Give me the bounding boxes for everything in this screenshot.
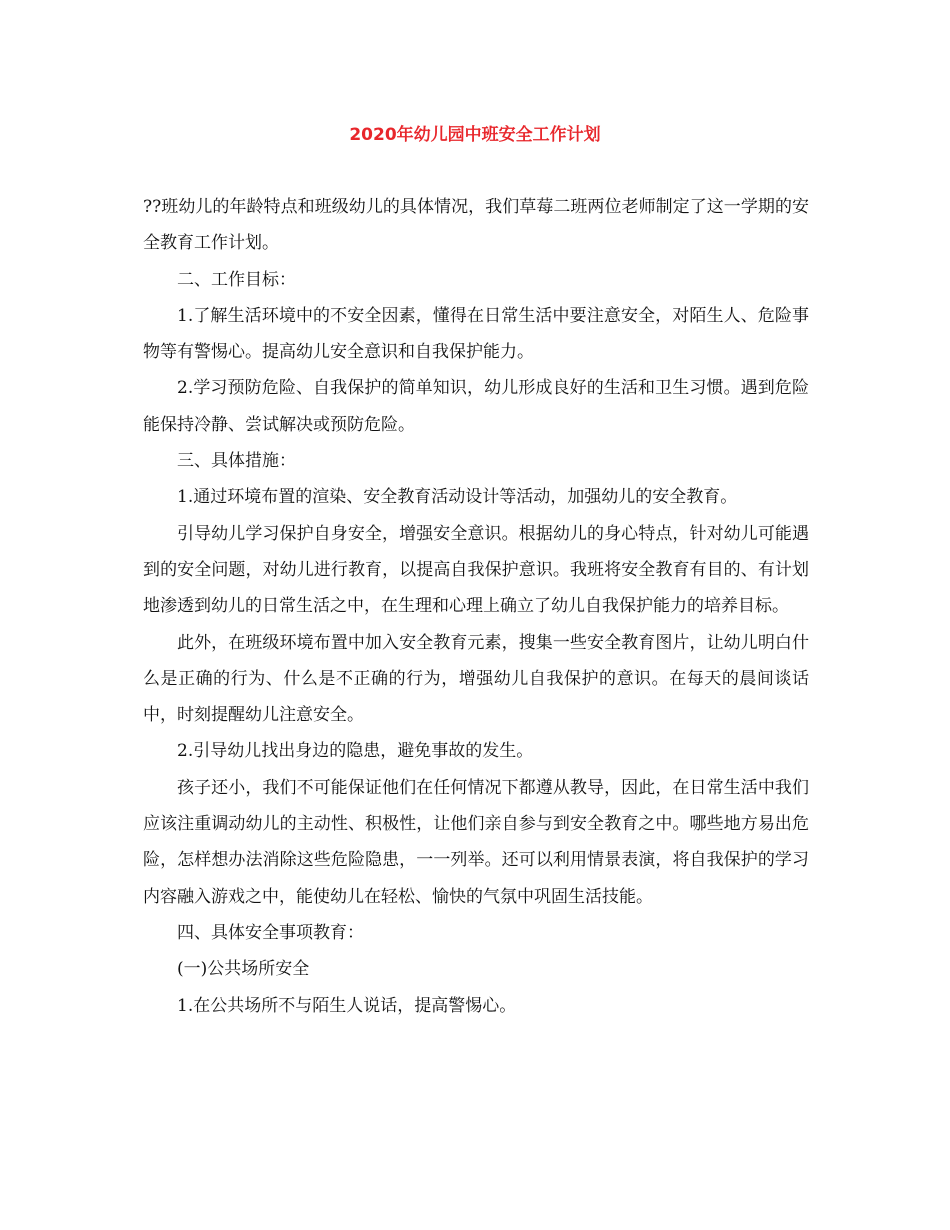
document-title: 2020年幼儿园中班安全工作计划 bbox=[349, 125, 601, 145]
section-heading-goals: 二、工作目标： bbox=[177, 269, 296, 290]
document-body bbox=[143, 189, 809, 1024]
subsection-heading-public-places: (一)公共场所安全 bbox=[177, 959, 310, 980]
paragraph-goal-1: 1.了解生活环境中的不安全因素，懂得在日常生活中要注意安全，对陌生人、危险事物等有警惕心。提高幼儿安全意识和自我保护能力。 bbox=[143, 305, 809, 363]
section-heading-safety-items: 四、具体安全事项教育： bbox=[177, 922, 364, 943]
paragraph-measure-2: 2.引导幼儿找出身边的隐患，避免事故的发生。 bbox=[177, 741, 534, 762]
paragraph-intro: ??班幼儿的年龄特点和班级幼儿的具体情况，我们草莓二班两位老师制定了这一学期的安全教育工作计划。 bbox=[143, 197, 809, 254]
paragraph-measure-2-detail: 孩子还小，我们不可能保证他们在任何情况下都遵从教导，因此，在日常生活中我们应该注重调动幼儿的主动性、积极性，让他们亲自参与到安全教育之中。哪些地方易出危险，怎样想办法消除这些危险隐患，一一列举。还可以利用情景表演，将自我保护的学习内容融入游戏之中，能使幼儿在轻松、愉快的气氛中巩固生活技能。 bbox=[143, 777, 809, 907]
paragraph-public-safety-1: 1.在公共场所不与陌生人说话，提高警惕心。 bbox=[177, 995, 517, 1016]
paragraph-measure-1: 1.通过环境布置的渲染、安全教育活动设计等活动，加强幼儿的安全教育。 bbox=[177, 487, 738, 508]
paragraph-goal-2: 2.学习预防危险、自我保护的简单知识，幼儿形成良好的生活和卫生习惯。遇到危险能保持冷静、尝试解决或预防危险。 bbox=[143, 378, 809, 435]
paragraph-measure-1-detail: 引导幼儿学习保护自身安全，增强安全意识。根据幼儿的身心特点，针对幼儿可能遇到的安全问题，对幼儿进行教育，以提高自我保护意识。我班将安全教育有目的、有计划地渗透到幼儿的日常生活之中，在生理和心理上确立了幼儿自我保护能力的培养目标。 bbox=[143, 523, 809, 617]
section-heading-measures: 三、具体措施： bbox=[177, 451, 296, 472]
paragraph-measure-1-environment: 此外，在班级环境布置中加入安全教育元素，搜集一些安全教育图片，让幼儿明白什么是正确的行为、什么是不正确的行为，增强幼儿自我保护的意识。在每天的晨间谈话中，时刻提醒幼儿注意安全。 bbox=[143, 632, 809, 726]
